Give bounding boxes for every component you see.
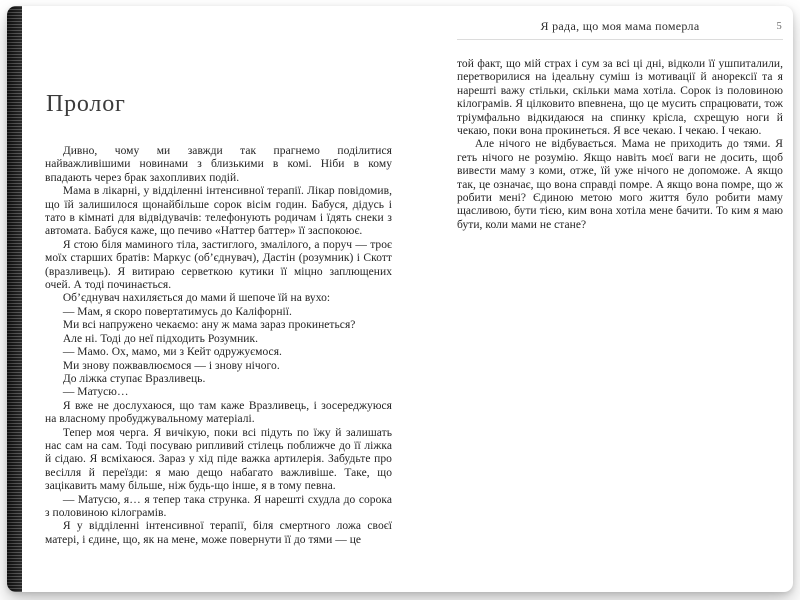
paragraph: Об’єднувач нахиляється до мами й шепоче їй на вухо: bbox=[62, 292, 331, 305]
left-page[interactable] bbox=[45, 6, 392, 592]
paragraph: Я у відділенні інтенсивної терапії, біля смертного ложа своєї матері, і єдине, що, як на мене, може повернути її до тями — це bbox=[45, 520, 392, 546]
right-page[interactable] bbox=[457, 6, 783, 592]
paragraph: Я вже не дослухаюся, що там каже Вразливець, і зосереджуюся на власному пробуджувальному матеріалі. bbox=[45, 399, 392, 426]
book-spread bbox=[7, 6, 793, 592]
paragraph: До ліжка ступає Вразливець. bbox=[62, 372, 206, 385]
paragraph: — Матусю, я… я тепер така струнка. Я нарешті схудла до сорока з половиною кілограмів. bbox=[45, 493, 392, 519]
paragraph: Мама в лікарні, у відділенні інтенсивної терапії. Лікар повідомив, що їй залишилося щонайбільше сорок вісім годин. Бабуся, дідусь і тато в кімнаті для відвідувачів: телефонують родичам і їдять снеки з автомата. Бабуся каже, що печиво «Наттер баттер» її заспокоює. bbox=[45, 185, 392, 238]
paragraph: Дивно, чому ми завжди так прагнемо поділитися найважливішими новинами з близькими в комі. Ніби в кому впадають через брак захопливих подій. bbox=[45, 145, 392, 184]
paragraph: Тепер моя черга. Я вичікую, поки всі підуть по їжу й залишать нас сам на сам. Тоді посуваю рипливий стілець поближче до її ліжка й сідаю. Я всміхаюся. Зараз у хід піде важка артилерія. Забудьте про весілля й переїзди: я маю дещо набагато важливіше. Таке, що зацікавить маму більше, ніж будь-що інше, я в тому певна. bbox=[45, 426, 392, 493]
right-page-text bbox=[457, 58, 783, 232]
paragraph: — Мамо. Ох, мамо, ми з Кейт одружуємося. bbox=[62, 346, 282, 359]
paragraph: — Мам, я скоро повертатимусь до Каліфорнії. bbox=[62, 305, 292, 318]
paragraph: Ми знову пожвавлюємося — і знову нічого. bbox=[62, 359, 280, 372]
chapter-heading: Пролог bbox=[46, 91, 126, 117]
paragraph: Але нічого не відбувається. Мама не приходить до тями. Я геть нічого не розумію. Якщо навіть моєї ваги не досить, щоб вивести маму з коми, отже, їй уже нічого не допоможе. А якщо так, це означає, що вона справді помре. А якщо вона помре, що ж робити мені? Єдиною метою мого життя було робити маму щасливою, бути тією, ким вона хотіла мене бачити. То ким я маю бути, коли мами не стане? bbox=[457, 138, 783, 231]
paragraph: Але ні. Тоді до неї підходить Розумник. bbox=[62, 332, 259, 345]
left-page-text bbox=[45, 145, 392, 547]
paragraph: Я стою біля маминого тіла, застиглого, змалілого, а поруч — троє моїх старших братів: Маркус (об’єднувач), Дастін (розумник) і Скотт (вразливець). Я витираю серветкою кутики її міцно заплющених очей. А тоді починається. bbox=[45, 238, 392, 292]
running-head-title: Я рада, що моя мама померла bbox=[540, 19, 700, 33]
paragraph: Ми всі напружено чекаємо: ану ж мама зараз прокинеться? bbox=[62, 319, 356, 332]
paragraph: той факт, що мій страх і сум за всі ці дні, відколи її ушпиталили, перетворилися на ідеальну суміш із мотивації й анорексії та я нарешті важу стільки, скільки мама хотіла. Сорок із половиною кілограмів. Я цілковито впевнена, що це мусить спрацювати, тож тріумфально відкидаюся на спинку крісла, схрещую ноги й чекаю, поки вона прокинеться. Я все чекаю. І чекаю. І чекаю. bbox=[457, 58, 783, 138]
page-number: 5 bbox=[776, 21, 782, 32]
paragraph: — Матусю… bbox=[62, 386, 129, 399]
page-edge-stack[interactable] bbox=[7, 6, 22, 592]
